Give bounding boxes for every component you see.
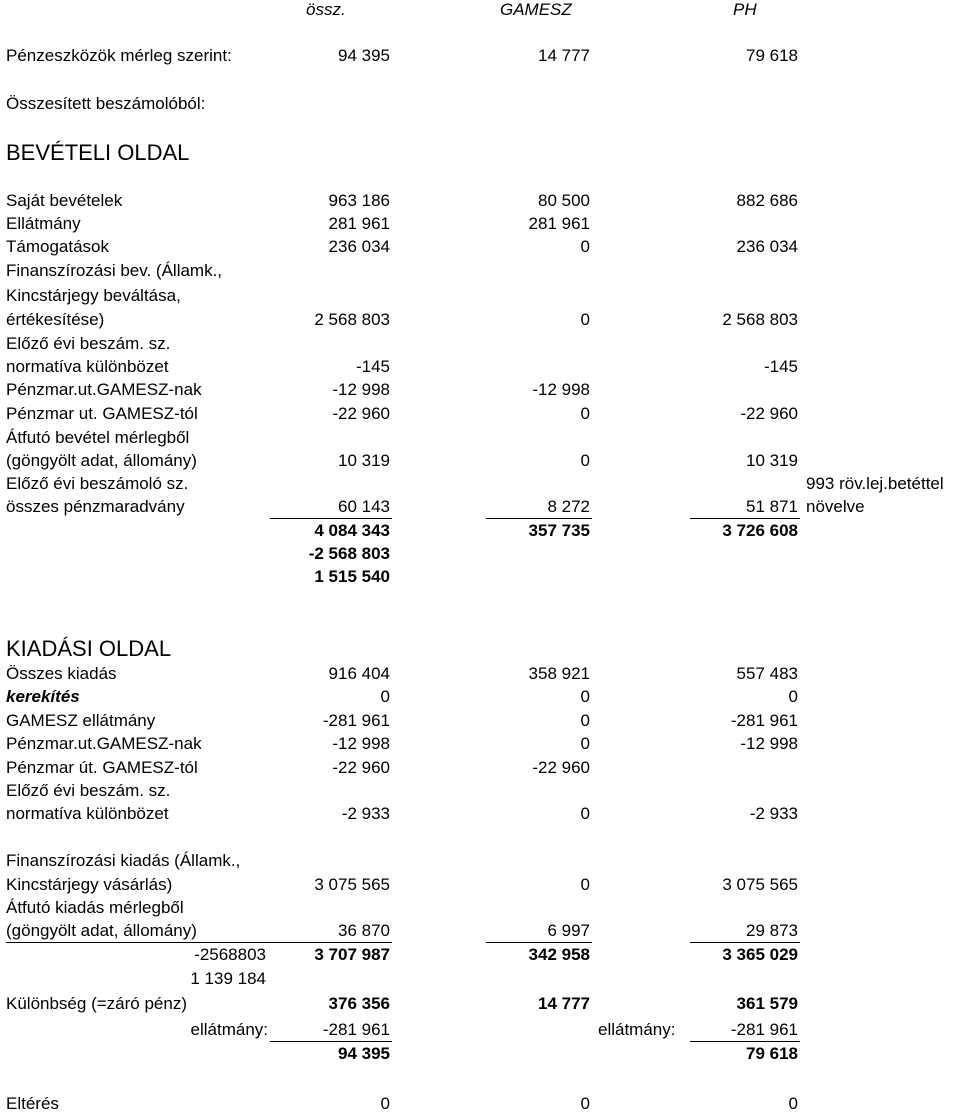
row-label: Átfutó bevétel mérlegből bbox=[6, 428, 190, 447]
row-label: összes pénzmaradvány bbox=[6, 497, 185, 516]
row-total: 0 bbox=[380, 687, 390, 706]
row-gamesz: -12 998 bbox=[532, 380, 590, 399]
row-ph: -12 998 bbox=[740, 734, 798, 753]
row-ph: 2 568 803 bbox=[722, 310, 798, 329]
header-col-total: össz. bbox=[306, 0, 346, 19]
bevetel-minus: -2 568 803 bbox=[308, 544, 390, 563]
kulonbseg-total: 376 356 bbox=[328, 994, 390, 1013]
kiadas-total-gamesz: 342 958 bbox=[528, 945, 590, 964]
divider-line bbox=[690, 518, 800, 519]
row-label: Pénzmar.ut.GAMESZ-nak bbox=[6, 380, 202, 399]
penzeszkozok-total: 94 395 bbox=[338, 46, 390, 65]
row-total: 36 870 bbox=[338, 921, 390, 940]
row-gamesz: 6 997 bbox=[547, 921, 590, 940]
divider-line bbox=[270, 1041, 392, 1042]
bevetel-total-ph: 3 726 608 bbox=[722, 521, 798, 540]
ellatmany-label-total: ellátmány: bbox=[190, 1020, 268, 1039]
row-label: Pénzmar.ut.GAMESZ-nak bbox=[6, 734, 202, 753]
row-gamesz: 0 bbox=[580, 237, 590, 256]
row-label: Átfutó kiadás mérlegből bbox=[6, 898, 184, 917]
penzeszkozok-label: Pénzeszközök mérleg szerint: bbox=[6, 46, 232, 65]
bevetel-total-gamesz: 357 735 bbox=[528, 521, 590, 540]
row-gamesz: 80 500 bbox=[538, 191, 590, 210]
kiadas-total-total: 3 707 987 bbox=[314, 945, 390, 964]
row-label: Finanszírozási kiadás (Államk., bbox=[6, 851, 241, 870]
row-label: Előző évi beszám. sz. bbox=[6, 781, 171, 800]
header-col-ph: PH bbox=[733, 0, 757, 19]
row-label: értékesítése) bbox=[6, 310, 105, 329]
row-label: Ellátmány bbox=[6, 214, 81, 233]
divider-line bbox=[486, 942, 592, 943]
row-ph: 0 bbox=[788, 687, 798, 706]
divider-line bbox=[690, 942, 800, 943]
row-ph: 10 319 bbox=[746, 451, 798, 470]
row-gamesz: 0 bbox=[580, 404, 590, 423]
row-total: 236 034 bbox=[328, 237, 390, 256]
row-ph: 3 075 565 bbox=[722, 875, 798, 894]
header-col-gamesz: GAMESZ bbox=[500, 0, 572, 19]
row-ph: 51 871 bbox=[746, 497, 798, 516]
row-label: Finanszírozási bev. (Államk., bbox=[6, 261, 223, 280]
row-total: 2 568 803 bbox=[314, 310, 390, 329]
row-label: Támogatások bbox=[6, 237, 109, 256]
row-total: -2 933 bbox=[341, 804, 390, 823]
kiadas-net: 1 139 184 bbox=[190, 969, 266, 988]
divider-line bbox=[690, 1041, 800, 1042]
elteres-total: 0 bbox=[380, 1094, 390, 1113]
row-gamesz: 0 bbox=[580, 711, 590, 730]
osszesitett-label: Összesített beszámolóból: bbox=[6, 94, 206, 113]
row-gamesz: 281 961 bbox=[528, 214, 590, 233]
row-total: -281 961 bbox=[322, 711, 390, 730]
row-total: -145 bbox=[355, 357, 390, 376]
row-total: 60 143 bbox=[338, 497, 390, 516]
row-gamesz: 0 bbox=[580, 451, 590, 470]
row-label: Kincstárjegy beváltása, bbox=[6, 286, 181, 305]
row-gamesz: -22 960 bbox=[532, 758, 590, 777]
row-gamesz: 8 272 bbox=[547, 497, 590, 516]
row-label: Kincstárjegy vásárlás) bbox=[6, 875, 173, 894]
row-gamesz: 0 bbox=[580, 875, 590, 894]
final-ph: 79 618 bbox=[746, 1044, 798, 1063]
ellatmany-ph: -281 961 bbox=[730, 1020, 798, 1039]
row-label: normatíva különbözet bbox=[6, 357, 169, 376]
row-total: -12 998 bbox=[332, 380, 390, 399]
row-label: (göngyölt adat, állomány) bbox=[6, 921, 197, 940]
row-label: (göngyölt adat, állomány) bbox=[6, 451, 197, 470]
row-gamesz: 0 bbox=[580, 734, 590, 753]
row-note: 993 röv.lej.betéttel bbox=[806, 474, 944, 493]
elteres-ph: 0 bbox=[788, 1094, 798, 1113]
row-label: Pénzmar ut. GAMESZ-tól bbox=[6, 404, 198, 423]
row-total: -22 960 bbox=[332, 404, 390, 423]
bevetel-net: 1 515 540 bbox=[314, 567, 390, 586]
row-ph: -22 960 bbox=[740, 404, 798, 423]
row-gamesz: 0 bbox=[580, 687, 590, 706]
elteres-label: Eltérés bbox=[6, 1094, 59, 1113]
kulonbseg-gamesz: 14 777 bbox=[538, 994, 590, 1013]
row-label: normatíva különbözet bbox=[6, 804, 169, 823]
row-ph: -145 bbox=[763, 357, 798, 376]
ellatmany-total: -281 961 bbox=[322, 1020, 390, 1039]
row-label: Saját bevételek bbox=[6, 191, 123, 210]
row-total: -12 998 bbox=[332, 734, 390, 753]
row-label: Pénzmar út. GAMESZ-tól bbox=[6, 758, 198, 777]
row-total: 10 319 bbox=[338, 451, 390, 470]
row-ph: -2 933 bbox=[749, 804, 798, 823]
row-total: 3 075 565 bbox=[314, 875, 390, 894]
kiadas-total-pre: -2568803 bbox=[194, 945, 266, 964]
row-total: -22 960 bbox=[332, 758, 390, 777]
bevetel-total-total: 4 084 343 bbox=[314, 521, 390, 540]
row-gamesz: 0 bbox=[580, 804, 590, 823]
ellatmany-label-ph: ellátmány: bbox=[598, 1020, 676, 1039]
row-gamesz: 358 921 bbox=[528, 664, 590, 683]
penzeszkozok-gamesz: 14 777 bbox=[538, 46, 590, 65]
row-note: növelve bbox=[806, 497, 865, 516]
row-label: Előző évi beszám. sz. bbox=[6, 334, 171, 353]
row-total: 281 961 bbox=[328, 214, 390, 233]
kiadas-total-ph: 3 365 029 bbox=[722, 945, 798, 964]
penzeszkozok-ph: 79 618 bbox=[746, 46, 798, 65]
elteres-gamesz: 0 bbox=[580, 1094, 590, 1113]
kulonbseg-label: Különbség (=záró pénz) bbox=[6, 994, 187, 1013]
divider-line bbox=[270, 518, 392, 519]
divider-line bbox=[6, 942, 392, 943]
row-ph: 882 686 bbox=[736, 191, 798, 210]
kulonbseg-ph: 361 579 bbox=[736, 994, 798, 1013]
row-ph: -281 961 bbox=[730, 711, 798, 730]
row-ph: 557 483 bbox=[736, 664, 798, 683]
row-gamesz: 0 bbox=[580, 310, 590, 329]
row-label: kerekítés bbox=[6, 687, 80, 706]
row-label: Előző évi beszámoló sz. bbox=[6, 474, 189, 493]
row-ph: 29 873 bbox=[746, 921, 798, 940]
row-label: Összes kiadás bbox=[6, 664, 117, 683]
kiadas-section-title: KIADÁSI OLDAL bbox=[6, 636, 172, 661]
row-ph: 236 034 bbox=[736, 237, 798, 256]
row-total: 916 404 bbox=[328, 664, 390, 683]
bevetel-section-title: BEVÉTELI OLDAL bbox=[6, 140, 190, 165]
final-total: 94 395 bbox=[338, 1044, 390, 1063]
divider-line bbox=[486, 518, 592, 519]
row-total: 963 186 bbox=[328, 191, 390, 210]
row-label: GAMESZ ellátmány bbox=[6, 711, 156, 730]
